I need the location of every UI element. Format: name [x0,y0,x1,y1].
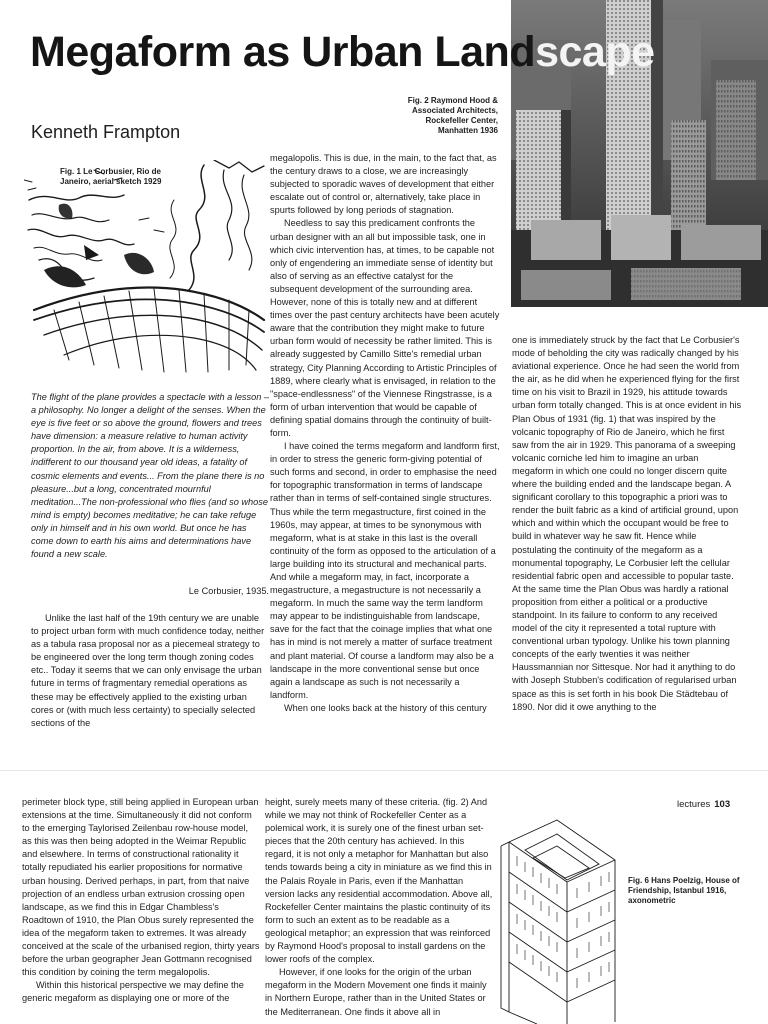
title-main: Megaform as Urban Land [30,28,536,76]
bottom-column-1 [22,796,260,1006]
paragraph: height, surely meets many of these criteria. (fig. 2) And while we may not think of Rockefeller Center as a polemical work, it is surely one of the finest urban set-pieces that the 20th century has achieved. In this regard, it is not only a metaphor for Manhattan but also tends towards being a city in miniature as we find this in the Palais Royale in Paris, even if the Manhattan version lacks any residential accommodation. Above all, Rockefeller Center maintains the plastic continuity of its form to such an extent as to be readable as a geological metaphor; an expression that was reinforced by Raymond Hood's proposal to install gardens on the lower roofs of the complex. [265,797,493,965]
fig1-sketch-rio-de-janeiro [24,160,269,378]
page-divider [0,770,768,771]
top-column-1 [31,612,269,730]
bottom-column-2 [265,796,493,1019]
paragraph: Needless to say this predicament confronts the urban designer with an all but impossible task, one in which civic intervention has, at times, to be capable not only of engendering an immediate sense of identity but also of serving as an effective catalyst for the subsequent development of the surrounding area. However, none of this is totally new and at different times over the past century architects have been acutely aware that the contribution they might make to future urban form would of necessity be rather limited. This is already suggested by Camillo Sitte's remedial urban strategy, City Planning According to Artistic Principles of 1889, where clearly what is envisaged, in relation to the "space-endlessness" of the Viennese Ringstrasse, is a form of urban intervention that would be capable of defining spatial domains through the continuity of built-form. [270,218,500,438]
top-column-2 [270,152,500,715]
axonometric-image [497,812,627,1024]
epigraph-quote: The flight of the plane provides a spectacle with a lesson – a philosophy. No longer a delight of the senses. When the eye is five feet or so above the ground, flowers and trees have dimension: a measure relative to human activity proportion. In the air, from above. It is a wilderness, indifferent to our thousand year old ideas, a fatality of cosmic elements and events... From the plane there is no pleasure...but a long, concentrated mournful meditation...The non-professional who flies (and so whose mind is empty) becomes meditative; he can take refuge only in himself and in his own world. But once he has come down to earth his aims and determinations have found a new scale. [31,392,269,560]
fig2-caption: Fig. 2 Raymond Hood & Associated Architects, Rockefeller Center, Manhatten 1936 [407,96,498,135]
author-name: Kenneth Frampton [31,122,181,142]
paragraph: perimeter block type, still being applied in European urban extensions at the time. Simultaneously it did not conform to the emerging Taylorised Zeilenbau row-house model, as this was then being adopted in the Weimar Republic and elsewhere. In terms of constructional rationality it totally repudiated his earlier propositions for normative urban housing. Derived perhaps, in part, from that naive projection of an endless urban extrusion crossing open landscape, as we find this in Edgar Chambless's Roadtown of 1910, the Plan Obus surely represented the idea of the megaform taken to extremes. It was already conceived at the scale of the urbanised region, thirty years before the urban geographer Jean Gottmann recognised this condition by coining the term megalopolis. [22,797,260,978]
aerial-sketch-image [24,160,269,378]
fig6-caption: Fig. 6 Hans Poelzig, House of Friendship, Istanbul 1916, axonometric [628,876,740,905]
fig1-caption: Fig. 1 Le Corbusier, Rio de Janeiro, aerial sketch 1929 [60,167,162,186]
fig6-axonometric-drawing [497,812,627,1024]
paragraph: I have coined the terms megaform and landform first, in order to stress the generic form-giving potential of such forms and second, in order to emphasise the need for topographic transformation in terms of landscape rather than in terms of self-contained single structures. Thus while the term megastructure, first coined in the 1960s, may appear, at times to be synonymous with megaform, what is at stake in this last is the overall continuity of the form as opposed to the articulation of a large building into its structural and mechanical parts. And while a megaform may, in fact, incorporate a megastructure, a megastructure is not necessarily a megaform. In much the same way the term landform may appear to be indistinguishable from landscape, save for the fact that the coinage implies that what one has in mind is not merely a matter of surface treatment and plant material. Of course a landform may also be a landscape in the more conventional sense but once again a landscape as such is not necessarily a landform. [270,441,500,700]
top-column-3 [512,334,742,714]
article-title [30,28,655,77]
paragraph: Within this historical perspective we may define the generic megaform as displaying one or more of the [22,980,244,1004]
epigraph-source: Le Corbusier, 1935. [188,586,269,596]
page-folio [677,799,730,810]
folio-label: lectures [677,799,711,810]
title-tail: scape [535,28,655,76]
paragraph: one is immediately struck by the fact that Le Corbusier's mode of beholding the city was radically changed by his aviational experience. Once he had seen the world from the air, as he did when he experienced flying for the first time on his visit to Brazil in 1929, his attitude towards urban form totally changed. This is at once evident in his Plan Obus of 1931 (fig. 1) that was inspired by the volcanic topography of Rio de Janeiro, which he first saw from the air in 1929. This panorama of a sweeping volcanic corniche led him to imagine an urban megaform in which one could no longer discern quite where the building ended and the landscape began. A significant corollary to this topographic a priori was to render the built fabric as a kind of artificial ground, upon which and within which the occupant would be free to build in whatever way he saw fit. Hence while postulating the continuity of the megaform as a monumental topography, Le Corbusier left the cellular residential fabric open and accessible to popular taste. At the same time the Plan Obus was hardly a rational proposition from either a political or a productive standpoint. In its failure to conform to any received model of the city it represented a total rupture with conventional urban typology. Unlike his town planning concepts of the early twenties it was neither Haussmannian nor Sittesque. Nor had it anything to do with Joseph Stubben's codification of regularised urban space as this is set forth in his book Die Städtebau of 1890. Nor did it owe anything to the [512,335,742,712]
paragraph: When one looks back at the history of this century [284,702,487,713]
paragraph: However, if one looks for the origin of the urban megaform in the Modern Movement one finds it mainly in Northern Europe, rather than in the United States or the Mediterranean. One finds it above all in [265,967,487,1017]
paragraph: megalopolis. This is due, in the main, to the fact that, as the century draws to a close, we are increasingly subjected to sporadic waves of development that either escalate out of control or, alternatively, take place in spurts followed by long periods of stagnation. [270,153,497,216]
paragraph: Unlike the last half of the 19th century we are unable to project urban form with much confidence today, neither as a tabula rasa proposal nor as a piecemeal strategy to be engineered over the long term though zoning codes etc.. Today it seems that we can only envisage the urban future in terms of fragmentary remedial operations as these may be effectively applied to the existing urban cores or (with much less certainty) to specially selected sections of the [31,613,265,728]
folio-page-number: 103 [714,799,731,810]
